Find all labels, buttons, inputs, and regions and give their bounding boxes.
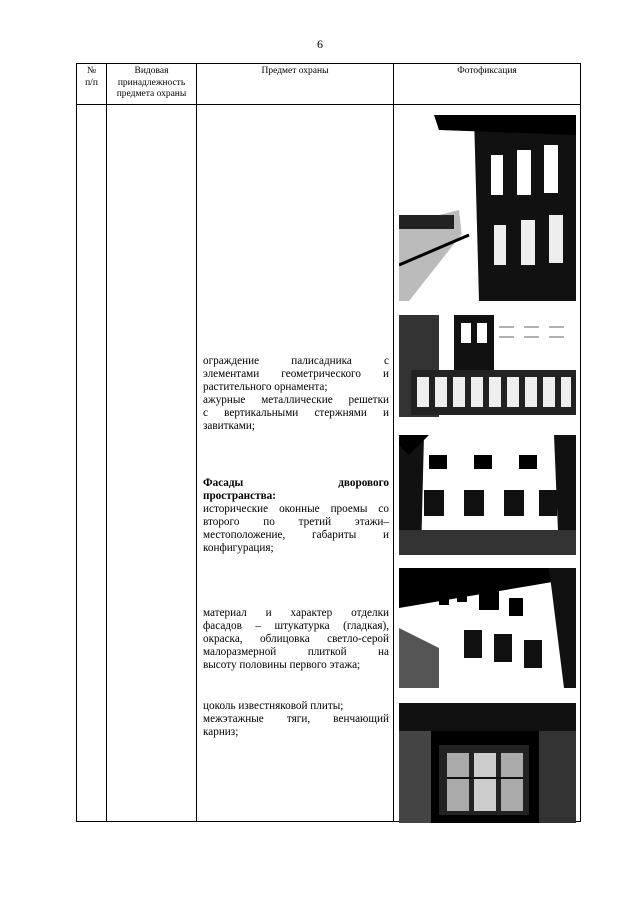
courtyard-facade-photo-2 — [399, 568, 576, 688]
street-facade-photo — [399, 115, 576, 301]
header-num-text: № п/п — [85, 66, 98, 88]
text-line: ограждение палисадника с — [203, 355, 389, 367]
text-line: ажурные металлические решетки — [203, 394, 389, 406]
text-line: высоту половины первого этажа; — [203, 659, 361, 671]
cell-subject — [197, 105, 394, 822]
fence-image — [399, 315, 576, 417]
cell-type — [107, 105, 197, 822]
header-type-text: Видовая принадлежность предмета охраны — [116, 66, 187, 99]
courtyard-facade-photo-1 — [399, 435, 576, 555]
courtyard-entrance-image — [399, 703, 576, 823]
cell-photo — [394, 105, 581, 822]
protection-subject-table — [76, 63, 581, 822]
page-number: 6 — [317, 37, 323, 51]
text-line: конфигурация; — [203, 542, 274, 554]
text-line: местоположение, габариты и — [203, 529, 389, 541]
text-line: межэтажные тяги, венчающий — [203, 713, 389, 725]
text-line: малоразмерной плиткой на — [203, 646, 389, 658]
text-line: цоколь известняковой плиты; — [203, 700, 344, 712]
header-num — [77, 64, 107, 105]
street-facade-image — [399, 115, 576, 301]
courtyard-entrance-photo — [399, 703, 576, 823]
text-line: элементами геометрического и — [203, 368, 389, 380]
header-subject-text: Предмет охраны — [261, 66, 329, 76]
text-line: материал и характер отделки — [203, 607, 389, 619]
courtyard-text — [203, 477, 389, 555]
text-line: исторические оконные проемы со — [203, 503, 389, 515]
courtyard-facade-image-2 — [399, 568, 576, 688]
courtyard-heading: Фасады дворового — [203, 477, 389, 489]
table-row — [77, 105, 581, 822]
header-photo-text: Фотофиксация — [457, 66, 517, 76]
text-line: растительного орнамента; — [203, 381, 328, 393]
fence-text — [203, 355, 389, 433]
fence-photo — [399, 315, 576, 417]
cell-num — [77, 105, 107, 822]
text-line: завитками; — [203, 420, 255, 432]
table-header-row — [77, 64, 581, 105]
header-photo — [394, 64, 581, 105]
courtyard-facade-image-1 — [399, 435, 576, 555]
text-line: карниз; — [203, 726, 239, 738]
header-type — [107, 64, 197, 105]
text-line: фасадов – штукатурка (гладкая), — [203, 620, 389, 632]
text-line: с вертикальными стержнями и — [203, 407, 389, 419]
courtyard-heading: пространства: — [203, 490, 276, 502]
text-line: второго по третий этажи– — [203, 516, 389, 528]
plinth-text — [203, 700, 389, 739]
finish-text — [203, 607, 389, 672]
header-subject — [197, 64, 394, 105]
text-line: окраска, облицовка светло-серой — [203, 633, 389, 645]
